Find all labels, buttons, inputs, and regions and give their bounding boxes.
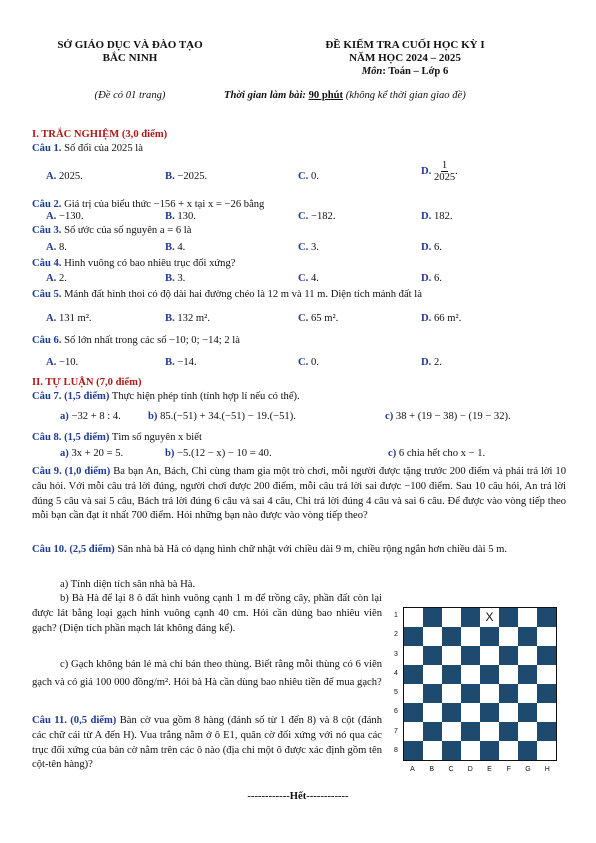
board-square <box>442 722 461 741</box>
q10-part-b: b) Bà Hà để lại 8 ô đất hình vuông cạnh 1 m để trồng cây, phần đất còn lại được lát bằng loại gạch hình vuông cạnh 40 cm. Hỏi cần dùng bao nhiêu viên gạch? (Diện tích phần mạch lát không đáng kể). <box>32 593 382 634</box>
q2-option-a: A. −130. <box>46 211 84 222</box>
board-square <box>480 608 499 627</box>
board-square <box>537 646 556 665</box>
question-5: Câu 5. Mảnh đất hình thoi có độ dài hai đường chéo là 12 m và 11 m. Diện tích mảnh đất là <box>32 289 422 300</box>
board-square <box>480 646 499 665</box>
board-square <box>499 684 518 703</box>
board-square <box>537 665 556 684</box>
board-square <box>537 741 556 760</box>
board-square <box>480 665 499 684</box>
board-row-label: 6 <box>394 708 398 716</box>
board-square <box>461 665 480 684</box>
q5-option-b: B. 132 m². <box>165 313 210 324</box>
board-square <box>499 608 518 627</box>
board-square <box>499 741 518 760</box>
fraction: $\frac{1}{2025}$ <box>433 160 456 184</box>
time-line <box>224 89 466 103</box>
board-square <box>499 665 518 684</box>
board-square <box>423 627 442 646</box>
board-square <box>442 703 461 722</box>
q1-option-a: A. 2025. <box>46 171 83 182</box>
q1-option-c: C. 0. <box>298 171 319 182</box>
exam-title: ĐỀ KIỂM TRA CUỐI HỌC KỲ I <box>325 39 485 51</box>
board-square <box>442 665 461 684</box>
q6-option-b: B. −14. <box>165 357 197 368</box>
q7-item-a: a) −32 + 8 : 4. <box>60 411 121 422</box>
board-square <box>423 665 442 684</box>
q6-option-c: C. 0. <box>298 357 319 368</box>
question-6: Câu 6. Số lớn nhất trong các số −10; 0; −14; 2 là <box>32 335 240 346</box>
board-square <box>423 703 442 722</box>
board-square <box>499 703 518 722</box>
board-square <box>423 722 442 741</box>
board-square <box>442 608 461 627</box>
board-square <box>518 627 537 646</box>
chess-board <box>403 607 557 761</box>
question-4: Câu 4. Hình vuông có bao nhiêu trục đối xứng? <box>32 258 236 269</box>
part2-title: II. TỰ LUẬN (7,0 điểm) <box>32 377 142 388</box>
board-square <box>423 646 442 665</box>
q10-part-a: a) Tính diện tích sân nhà bà Hà. <box>60 579 196 590</box>
board-col-label: C <box>448 766 454 773</box>
board-row-label: 7 <box>394 727 398 735</box>
board-col-label: H <box>544 766 550 773</box>
q10-part-c: c) Gạch không bán lẻ mà chỉ bán theo thùng. Biết rằng mỗi thùng có 6 viên gạch và có giá 100 000 đồng/m². Hỏi bà Hà cần dùng bao nhiêu tiền để mua gạch? <box>32 659 382 688</box>
q1-option-d: D. $\frac{1}{2025}$ . <box>421 160 458 184</box>
board-square <box>461 646 480 665</box>
board-square <box>404 665 423 684</box>
board-square <box>499 722 518 741</box>
q2-option-b: B. 130. <box>165 211 196 222</box>
time-value: 90 phút <box>308 90 344 101</box>
q4-option-c: C. 4. <box>298 273 319 284</box>
time-label: Thời gian làm bài: <box>224 90 306 101</box>
q4-option-b: B. 3. <box>165 273 186 284</box>
q8-item-a: a) 3x + 20 = 5. <box>60 448 124 459</box>
q2-option-c: C. −182. <box>298 211 336 222</box>
q1-option-b: B. −2025. <box>165 171 208 182</box>
board-square <box>404 741 423 760</box>
q5-option-a: A. 131 m². <box>46 313 92 324</box>
province-name: BẮC NINH <box>102 52 158 64</box>
board-square <box>480 741 499 760</box>
q4-option-a: A. 2. <box>46 273 67 284</box>
board-square <box>518 703 537 722</box>
department-name: SỞ GIÁO DỤC VÀ ĐÀO TẠO <box>57 39 203 51</box>
board-square <box>480 722 499 741</box>
board-row-label: 5 <box>394 689 398 696</box>
board-square <box>442 741 461 760</box>
q6-option-d: D. 2. <box>421 357 442 368</box>
part1-title: I. TRẮC NGHIỆM (3,0 điểm) <box>32 129 168 140</box>
question-7: Câu 7. (1,5 điểm) Thực hiện phép tính (tính hợp lí nếu có thể). <box>32 391 300 402</box>
question-2: Câu 2. Giá trị của biểu thức −156 + x tại x = −26 bằng <box>32 199 265 210</box>
q5-option-d: D. 66 m². <box>421 313 462 324</box>
question-11: Câu 11. (0,5 điểm) Bàn cờ vua gồm 8 hàng (đánh số từ 1 đến 8) và 8 cột (đánh các chữ cái từ A đến H). Vua trắng nằm ở ô E1, quân cờ đối xứng với nó qua các trục đối xứng của bàn cờ nằm trên các ô nào (địa chỉ một ô được xác định gồm tên cột-tên hàng)? <box>32 715 383 771</box>
board-col-label: F <box>506 766 511 773</box>
board-square <box>518 608 537 627</box>
subject-value: : Toán – Lớp 6 <box>382 66 449 77</box>
pages-note: (Đề có 01 trang) <box>94 90 166 101</box>
q3-option-d: D. 6. <box>421 242 442 253</box>
board-square <box>499 627 518 646</box>
subject-label: Môn <box>361 66 383 77</box>
time-note: (không kể thời gian giao đề) <box>345 90 466 101</box>
q8-item-c: c) 6 chia hết cho x − 1. <box>388 448 486 459</box>
board-square <box>404 684 423 703</box>
q7-item-c: c) 38 + (19 − 38) − (19 − 32). <box>385 411 511 422</box>
q3-option-a: A. 8. <box>46 242 67 253</box>
board-row-label: 3 <box>394 650 398 658</box>
question-9: Câu 9. (1,0 điểm) Ba bạn An, Bách, Chi cùng tham gia một trò chơi, mỗi người được tặng trước 200 điểm và phải trả lời 10 câu hỏi. Với mỗi câu trả lời đúng, người chơi được 200 điểm, mỗi câu trả lời sai được −100 điểm. Sau 10 câu hỏi, An trả lời đúng 5 câu và sai 5 câu, Bách trả lời đúng 6 câu và sai 4 câu, Chi trả lời đúng 4 câu và sai 6 câu. Để được vào vòng tiếp theo mỗi bạn cần đạt ít nhất 700 điểm. Hỏi những bạn nào được vào vòng tiếp theo? <box>32 466 566 522</box>
board-square <box>404 722 423 741</box>
board-square <box>518 722 537 741</box>
board-square <box>423 741 442 760</box>
board-square <box>499 646 518 665</box>
board-col-label: B <box>429 766 435 773</box>
q6-option-a: A. −10. <box>46 357 79 368</box>
board-square <box>404 627 423 646</box>
board-col-label: A <box>410 766 415 773</box>
board-row-label: 4 <box>394 669 398 677</box>
board-row-label: 8 <box>394 746 398 754</box>
board-square <box>404 703 423 722</box>
q2-option-d: D. 182. <box>421 211 453 222</box>
board-square <box>461 722 480 741</box>
board-square <box>461 627 480 646</box>
board-square <box>537 627 556 646</box>
board-square <box>461 741 480 760</box>
board-square <box>404 608 423 627</box>
board-row-label: 2 <box>394 631 398 639</box>
board-square <box>518 646 537 665</box>
board-square <box>442 684 461 703</box>
board-col-label: G <box>525 766 531 773</box>
board-square <box>537 608 556 627</box>
board-square <box>518 741 537 760</box>
q3-option-b: B. 4. <box>165 242 186 253</box>
board-square <box>518 665 537 684</box>
board-mark: X <box>485 609 494 624</box>
board-square <box>461 703 480 722</box>
board-square <box>518 684 537 703</box>
board-square <box>480 684 499 703</box>
q4-option-d: D. 6. <box>421 273 442 284</box>
q5-option-c: C. 65 m². <box>298 313 339 324</box>
board-square <box>442 627 461 646</box>
board-row-label: 1 <box>394 612 398 619</box>
board-square <box>537 703 556 722</box>
question-1: Câu 1. Số đối của 2025 là <box>32 143 143 154</box>
end-marker: ------------Hết------------ <box>247 791 349 802</box>
q8-item-b: b) −5.(12 − x) − 10 = 40. <box>165 448 272 459</box>
subject-line <box>250 65 560 79</box>
board-col-label: E <box>487 766 492 773</box>
board-square <box>480 703 499 722</box>
board-square <box>537 684 556 703</box>
board-square <box>423 608 442 627</box>
board-square <box>537 722 556 741</box>
question-10: Câu 10. (2,5 điểm) Sân nhà bà Hà có dạng hình chữ nhật với chiều dài 9 m, chiều rộng ngắn hơn chiều dài 5 m. <box>32 544 508 555</box>
q7-item-b: b) 85.(−51) + 34.(−51) − 19.(−51). <box>148 411 296 422</box>
q3-option-c: C. 3. <box>298 242 319 253</box>
board-square <box>423 684 442 703</box>
board-square <box>442 646 461 665</box>
question-3: Câu 3. Số ước của số nguyên a = 6 là <box>32 225 192 236</box>
board-square <box>404 646 423 665</box>
board-square <box>461 608 480 627</box>
board-square <box>461 684 480 703</box>
board-col-label: D <box>467 766 473 773</box>
board-square <box>480 627 499 646</box>
school-year: NĂM HỌC 2024 – 2025 <box>349 52 461 64</box>
question-8: Câu 8. (1,5 điểm) Tìm số nguyên x biết <box>32 432 202 443</box>
